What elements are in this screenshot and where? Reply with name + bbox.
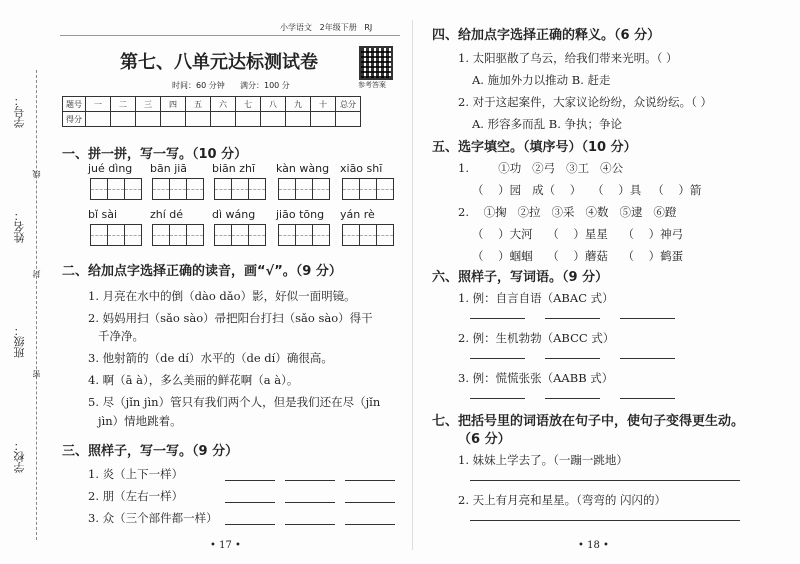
pinyin-label: jiāo tōng [276,208,325,221]
s4-item-2: 2. 对于这起案件，大家议论纷纷，众说纷纭。（ ） [458,95,713,109]
answer-line[interactable] [545,318,600,319]
score-header-cell: 八 [261,97,286,112]
grid-cell[interactable] [249,179,265,199]
answer-line[interactable] [225,480,275,481]
student-number-label: 学号： [13,95,26,128]
answer-line[interactable] [345,524,395,525]
section-4-title: 四、给加点字选择正确的释义。（6 分） [432,28,661,43]
score-input-cell[interactable] [86,112,111,127]
grid-cell[interactable] [313,179,329,199]
s7-item-1: 1. 妹妹上学去了。（一蹦一跳地） [458,453,628,467]
answer-line[interactable] [470,318,525,319]
writing-grid[interactable] [214,178,266,200]
writing-grid[interactable] [278,178,330,200]
grid-cell[interactable] [232,179,249,199]
answer-line[interactable] [470,358,525,359]
score-table [62,96,361,127]
answer-label: 参考答案 [358,81,386,89]
s5-row-4: （ ）大河 （ ）星星 （ ）神弓 [472,227,684,241]
page-number-right: • 18 • [578,540,609,551]
writing-grid[interactable] [342,178,394,200]
s2-item-5: 5. 尽（jǐn jìn）管只有我们两个人，但是我们还在尽（jǐn [88,395,381,409]
s5-row-2: （ ）园 成（ ） （ ）具 （ ）箭 [472,183,702,197]
school-label: 学校： [13,440,26,473]
section-7-points: （6 分） [458,432,511,447]
grid-cell[interactable] [313,225,329,245]
score-header-cell: 总分 [336,97,361,112]
score-header-cell: 十 [311,97,336,112]
binding-char-feng: 封 [32,270,41,278]
grid-cell[interactable] [170,179,187,199]
answer-line[interactable] [470,480,740,481]
score-header-cell: 四 [161,97,186,112]
grid-cell[interactable] [108,225,125,245]
name-label: 姓名： [13,210,26,243]
binding-line [36,70,37,540]
pinyin-label: yán rè [340,208,375,221]
answer-line[interactable] [225,502,275,503]
section-7-title: 七、把括号里的词语放在句子中，使句子变得更生动。 [432,414,745,429]
grid-cell[interactable] [125,179,141,199]
writing-grid[interactable] [214,224,266,246]
grid-cell[interactable] [279,179,296,199]
qr-code-icon [359,46,393,80]
pinyin-label: jué dìng [88,162,133,175]
grid-cell[interactable] [153,225,170,245]
section-1-title: 一、拼一拼，写一写。（10 分） [62,147,248,162]
score-header-cell: 三 [136,97,161,112]
score-label: 满分：100 分 [240,81,290,90]
score-header-cell: 六 [211,97,236,112]
edition-text: RJ [364,23,373,32]
time-label: 时间：60 分钟 [172,81,225,90]
pinyin-label: dì wáng [212,208,256,221]
s5-row-5: （ ）蝈蝈 （ ）蘑菇 （ ）鹤蛋 [472,249,684,263]
score-input-cell[interactable] [111,112,136,127]
score-row-label: 得分 [63,112,86,127]
s4-options-2: A. 形容多而乱 B. 争执；争论 [472,117,623,131]
header-rule [60,35,400,36]
grid-cell[interactable] [125,225,141,245]
s6-item-1: 1. 例：自言自语（ABAC 式） [458,291,614,305]
pinyin-label: zhí dé [150,208,184,221]
writing-grid[interactable] [152,178,204,200]
answer-line[interactable] [225,524,275,525]
grid-cell[interactable] [296,225,313,245]
section-5-title: 五、选字填空。（填序号）（10 分） [432,140,637,155]
answer-line[interactable] [620,358,675,359]
binding-char-xian: 线 [32,170,41,178]
score-header-cell: 题号 [63,97,86,112]
score-header-cell: 二 [111,97,136,112]
writing-grid[interactable] [278,224,330,246]
s3-item-1: 1. 炎（上下一样） [88,467,184,481]
score-header-cell: 九 [286,97,311,112]
score-input-cell[interactable] [311,112,336,127]
grid-cell[interactable] [91,225,108,245]
s2-item-1: 1. 月亮在水中的倒（dào dǎo）影，好似一面明镜。 [88,289,356,303]
answer-line[interactable] [285,480,335,481]
grid-cell[interactable] [360,225,377,245]
score-header-cell: 七 [236,97,261,112]
answer-line[interactable] [620,318,675,319]
pinyin-label: bǐ sài [88,208,118,221]
s4-item-1: 1. 太阳驱散了乌云，给我们带来光明。（ ） [458,51,678,65]
score-input-cell[interactable] [261,112,286,127]
writing-grid[interactable] [90,178,142,200]
answer-line[interactable] [345,480,395,481]
grid-cell[interactable] [170,225,187,245]
s2-item-4: 4. 啊（ā à），多么美丽的鲜花啊（a à）。 [88,373,299,387]
s2-item-3: 3. 他射箭的（de dí）水平的（de dí）确很高。 [88,351,333,365]
grid-cell[interactable] [377,179,393,199]
section-2-title: 二、给加点字选择正确的读音，画“√”。（9 分） [62,264,342,279]
s2-item-2b: 千净净。 [98,329,144,343]
grid-cell[interactable] [153,179,170,199]
header-subject [280,22,372,33]
grid-cell[interactable] [215,225,232,245]
s6-item-3: 3. 例：慌慌张张（AABB 式） [458,371,614,385]
score-input-cell[interactable] [336,112,361,127]
s5-row-3: 2. ①掬 ②拉 ③采 ④数 ⑤逮 ⑥蹬 [458,205,677,219]
answer-line[interactable] [285,524,335,525]
grid-cell[interactable] [232,225,249,245]
page-number-left: • 17 • [210,540,241,551]
subject-text: 小学语文 [280,23,312,32]
section-3-title: 三、照样子，写一写。（9 分） [62,444,239,459]
answer-line[interactable] [545,358,600,359]
grid-cell[interactable] [187,225,203,245]
score-header-row [63,97,361,112]
class-label: 班级： [13,325,26,358]
pinyin-label: xiāo shī [340,162,383,175]
s2-item-2: 2. 妈妈用扫（sǎo sào）帚把阳台打扫（sǎo sào）得干 [88,311,373,325]
answer-line[interactable] [620,398,675,399]
grid-cell[interactable] [360,179,377,199]
s2-item-5b: jìn）情地跳着。 [98,414,182,428]
grid-cell[interactable] [377,225,393,245]
writing-grid[interactable] [152,224,204,246]
grid-cell[interactable] [91,179,108,199]
grid-cell[interactable] [296,179,313,199]
grid-cell[interactable] [343,225,360,245]
s3-item-3: 3. 众（三个部件都一样） [88,511,218,525]
grid-cell[interactable] [279,225,296,245]
score-input-cell[interactable] [236,112,261,127]
answer-line[interactable] [345,502,395,503]
score-input-cell[interactable] [286,112,311,127]
grid-cell[interactable] [108,179,125,199]
score-input-cell[interactable] [161,112,186,127]
grid-cell[interactable] [343,179,360,199]
writing-grid[interactable] [90,224,142,246]
answer-line[interactable] [470,520,740,521]
writing-grid[interactable] [342,224,394,246]
section-6-title: 六、照样子，写词语。（9 分） [432,270,609,285]
answer-line[interactable] [285,502,335,503]
score-input-cell[interactable] [136,112,161,127]
pinyin-label: biān zhī [212,162,256,175]
page-title: 第七、八单元达标测试卷 [120,52,318,73]
grade-text: 2年级下册 [319,23,357,32]
answer-line[interactable] [545,398,600,399]
answer-line[interactable] [470,398,525,399]
score-value-row [63,112,361,127]
pinyin-label: bān jiā [150,162,188,175]
s3-item-2: 2. 朋（左右一样） [88,489,184,503]
s5-row-1: 1. ①功 ②弓 ③工 ④公 [458,161,624,175]
score-header-cell: 五 [186,97,211,112]
score-input-cell[interactable] [186,112,211,127]
grid-cell[interactable] [249,225,265,245]
page-divider [412,20,413,550]
score-header-cell: 一 [86,97,111,112]
grid-cell[interactable] [187,179,203,199]
score-input-cell[interactable] [211,112,236,127]
binding-char-mi: 密 [32,370,41,378]
grid-cell[interactable] [215,179,232,199]
s6-item-2: 2. 例：生机勃勃（ABCC 式） [458,331,615,345]
s7-item-2: 2. 天上有月亮和星星。（弯弯的 闪闪的） [458,493,667,507]
s4-options-1: A. 施加外力以推动 B. 赶走 [472,73,611,87]
pinyin-label: kàn wàng [276,162,330,175]
